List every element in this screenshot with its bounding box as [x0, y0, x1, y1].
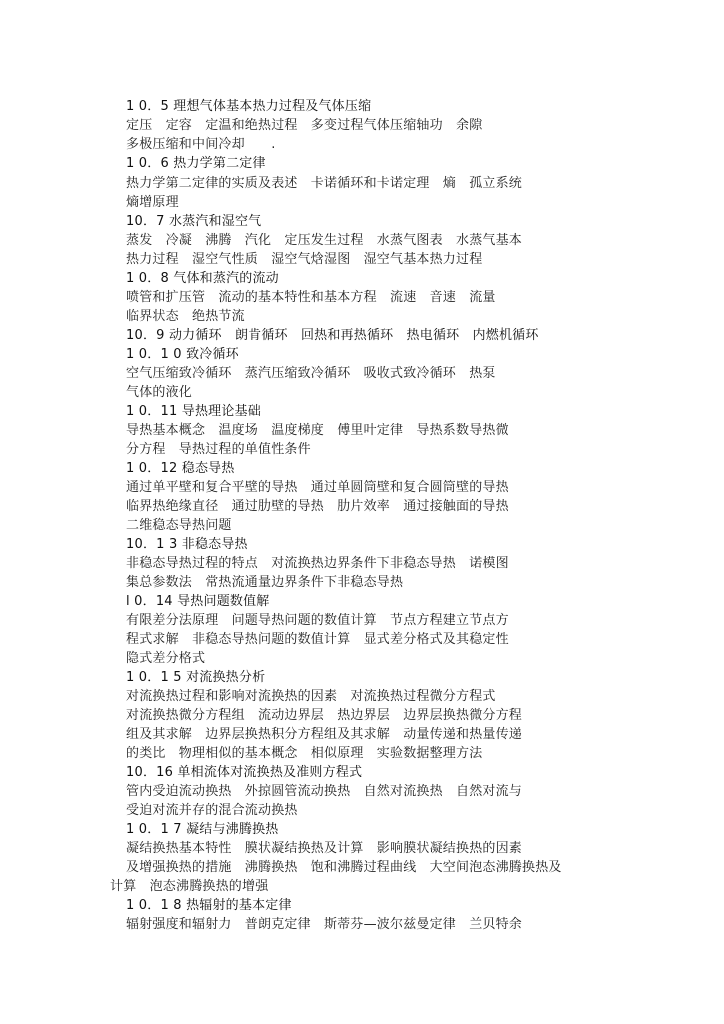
- section-heading-10-16: 10．16 单相流体对流换热及准则方程式: [126, 765, 363, 780]
- text-line: 凝结换热基本特性 膜状凝结换热及计算 影响膜状凝结换热的因素: [126, 841, 523, 856]
- text-line: 喷管和扩压管 流动的基本特性和基本方程 流速 音速 流量: [126, 290, 496, 305]
- section-heading-10-5: 1 0．5 理想气体基本热力过程及气体压缩: [126, 99, 372, 114]
- section-heading-10-8: 1 0．8 气体和蒸汽的流动: [126, 271, 279, 286]
- text-line: 对流换热过程和影响对流换热的因素 对流换热过程微分方程式: [126, 689, 496, 704]
- text-line: 有限差分法原理 问题导热问题的数值计算 节点方程建立节点方: [126, 613, 509, 628]
- section-heading-10-13: 10．1 3 非稳态导热: [126, 537, 248, 552]
- text-line: 空气压缩致冷循环 蒸汽压缩致冷循环 吸收式致冷循环 热泵: [126, 366, 496, 381]
- text-line: 组及其求解 边界层换热积分方程组及其求解 动量传递和热量传递: [126, 727, 523, 742]
- text-line: 计算 泡态沸腾换热的增强: [110, 879, 269, 894]
- text-line: 的类比 物理相似的基本概念 相似原理 实验数据整理方法: [126, 746, 483, 761]
- text-line: 隐式差分格式: [126, 651, 206, 666]
- section-heading-10-17: 1 0．1 7 凝结与沸腾换热: [126, 822, 279, 837]
- text-line: 及增强换热的措施 沸腾换热 饱和沸腾过程曲线 大空间泡态沸腾换热及: [126, 860, 562, 875]
- section-heading-10-6: 1 0．6 热力学第二定律: [126, 156, 266, 171]
- text-line: 热力学第二定律的实质及表述 卡诺循环和卡诺定理 熵 孤立系统: [126, 176, 523, 191]
- text-line: 通过单平壁和复合平壁的导热 通过单圆筒壁和复合圆筒壁的导热: [126, 480, 509, 495]
- text-line: 多极压缩和中间冷却 .: [126, 137, 276, 152]
- text-line: 熵增原理: [126, 195, 179, 210]
- text-line: 集总参数法 常热流通量边界条件下非稳态导热: [126, 575, 404, 590]
- text-line: 蒸发 冷凝 沸腾 汽化 定压发生过程 水蒸气图表 水蒸气基本: [126, 233, 523, 248]
- text-line: 热力过程 湿空气性质 湿空气焓湿图 湿空气基本热力过程: [126, 252, 483, 267]
- text-line: 二维稳态导热问题: [126, 518, 232, 533]
- text-line: 气体的液化: [126, 385, 193, 400]
- text-line: 辐射强度和辐射力 普朗克定律 斯蒂芬—波尔兹曼定律 兰贝特余: [126, 917, 523, 932]
- text-line: 对流换热微分方程组 流动边界层 热边界层 边界层换热微分方程: [126, 708, 523, 723]
- section-heading-10-15: 1 0．1 5 对流换热分析: [126, 670, 266, 685]
- text-line: 导热基本概念 温度场 温度梯度 傅里叶定律 导热系数导热微: [126, 423, 509, 438]
- text-line: 非稳态导热过程的特点 对流换热边界条件下非稳态导热 诺模图: [126, 556, 509, 571]
- text-line: 临界热绝缘直径 通过肋壁的导热 肋片效率 通过接触面的导热: [126, 499, 509, 514]
- section-heading-10-9: 10．9 动力循环 朗肯循环 回热和再热循环 热电循环 内燃机循环: [126, 328, 539, 343]
- section-heading-10-11: 1 0．11 导热理论基础: [126, 404, 261, 419]
- section-heading-10-10: 1 0．1 0 致冷循环: [126, 347, 239, 362]
- text-line: 定压 定容 定温和绝热过程 多变过程气体压缩轴功 余隙: [126, 118, 483, 133]
- section-heading-10-14: l 0．14 导热问题数值解: [126, 594, 270, 609]
- text-line: 受迫对流并存的混合流动换热: [126, 803, 298, 818]
- text-line: 临界状态 绝热节流: [126, 309, 245, 324]
- text-line: 管内受迫流动换热 外掠圆管流动换热 自然对流换热 自然对流与: [126, 784, 523, 799]
- text-line: 程式求解 非稳态导热问题的数值计算 显式差分格式及其稳定性: [126, 632, 509, 647]
- text-line: 分方程 导热过程的单值性条件: [126, 442, 311, 457]
- section-heading-10-18: 1 0．1 8 热辐射的基本定律: [126, 898, 292, 913]
- section-heading-10-7: 10．7 水蒸汽和湿空气: [126, 214, 262, 229]
- section-heading-10-12: 1 0．12 稳态导热: [126, 461, 235, 476]
